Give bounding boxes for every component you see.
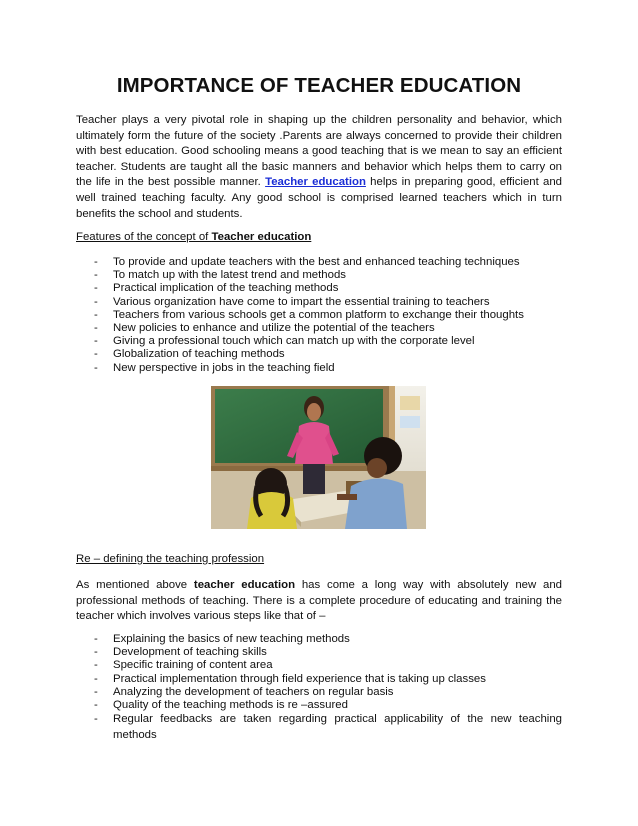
intro-text-after-link: helps in preparing good, efficient and well trained teaching faculty. Any good school is comprised learned teachers which in turn benefits the school and students. <box>76 176 562 220</box>
bullet-dash: - <box>94 295 98 308</box>
list-item-text: Regular feedbacks are taken regarding practical applicability of the new teaching methods <box>113 713 562 741</box>
steps-list <box>94 633 562 743</box>
list-item-text: Globalization of teaching methods <box>113 348 285 361</box>
bullet-dash: - <box>94 646 98 659</box>
list-item-text: New policies to enhance and utilize the potential of the teachers <box>113 322 435 335</box>
bullet-dash: - <box>94 685 98 698</box>
list-item-text: Specific training of content area <box>113 659 273 672</box>
features-list <box>94 256 562 375</box>
bullet-dash: - <box>94 335 98 348</box>
list-item-text: Teachers from various schools get a common platform to exchange their thoughts <box>113 308 524 321</box>
list-item-text: Giving a professional touch which can match up with the corporate level <box>113 335 475 348</box>
bullet-dash: - <box>94 633 98 645</box>
bullet-dash: - <box>94 256 98 268</box>
list-item <box>94 256 562 269</box>
bullet-dash: - <box>94 348 98 361</box>
list-item <box>94 348 562 361</box>
list-item <box>94 699 562 712</box>
bullet-dash: - <box>94 308 98 321</box>
bullet-dash: - <box>94 282 98 295</box>
classroom-photo <box>211 386 426 529</box>
section2-paragraph <box>76 578 562 625</box>
list-item <box>94 673 562 686</box>
bullet-dash: - <box>94 322 98 335</box>
list-item <box>94 282 562 295</box>
list-item <box>94 309 562 322</box>
list-item-text: Development of teaching skills <box>113 646 267 659</box>
list-item-text: Quality of the teaching methods is re –assured <box>113 699 348 712</box>
list-item <box>94 646 562 659</box>
list-item-text: Analyzing the development of teachers on regular basis <box>113 685 394 698</box>
bullet-dash: - <box>94 672 98 685</box>
bullet-dash: - <box>94 713 98 726</box>
intro-text-before-link: Teacher plays a very pivotal role in shaping up the children personality and behavior, which ultimately form the future of the society .Parents are always concerned to provide their children with best education. Good schooling means a good teaching that is we mean to say an efficient teacher. Students are taught all the basic manners and behavior which helps them to carry on the life in the best possible manner. <box>76 114 562 189</box>
features-heading-bold: Teacher education <box>211 231 312 243</box>
classroom-illustration <box>211 386 426 529</box>
list-item <box>94 335 562 348</box>
list-item-text: Various organization have come to impart the essential training to teachers <box>113 295 490 308</box>
list-item <box>94 712 562 743</box>
list-item <box>94 296 562 309</box>
bullet-dash: - <box>94 269 98 282</box>
page-title: IMPORTANCE OF TEACHER EDUCATION <box>116 74 522 97</box>
list-item-text: Practical implementation through field experience that is taking up classes <box>113 672 486 685</box>
section2-bold-term: teacher education <box>193 579 296 591</box>
list-item <box>94 322 562 335</box>
list-item-text: Explaining the basics of new teaching methods <box>113 633 350 645</box>
list-item-text: To provide and update teachers with the best and enhanced teaching techniques <box>113 256 520 268</box>
bullet-dash: - <box>94 699 98 712</box>
list-item <box>94 362 562 375</box>
list-item <box>94 659 562 672</box>
section2-text-after: has come a long way with absolutely new and professional methods of teaching. There is a complete procedure of educating and training the teacher which involves various steps like that of – <box>76 579 563 623</box>
bullet-dash: - <box>94 361 98 374</box>
features-heading <box>76 231 311 243</box>
list-item-text: New perspective in jobs in the teaching field <box>113 361 335 374</box>
teacher-education-link[interactable]: Teacher education <box>265 176 366 189</box>
section2-heading: Re – defining the teaching profession <box>76 553 265 565</box>
list-item-text: Practical implication of the teaching methods <box>113 282 339 295</box>
list-item <box>94 269 562 282</box>
list-item <box>94 686 562 699</box>
bullet-dash: - <box>94 659 98 672</box>
section2-text-before: As mentioned above <box>76 579 194 591</box>
list-item-text: To match up with the latest trend and methods <box>113 269 347 282</box>
features-heading-prefix: Features of the concept of <box>76 231 212 243</box>
list-item <box>94 633 562 646</box>
intro-paragraph <box>76 113 562 222</box>
